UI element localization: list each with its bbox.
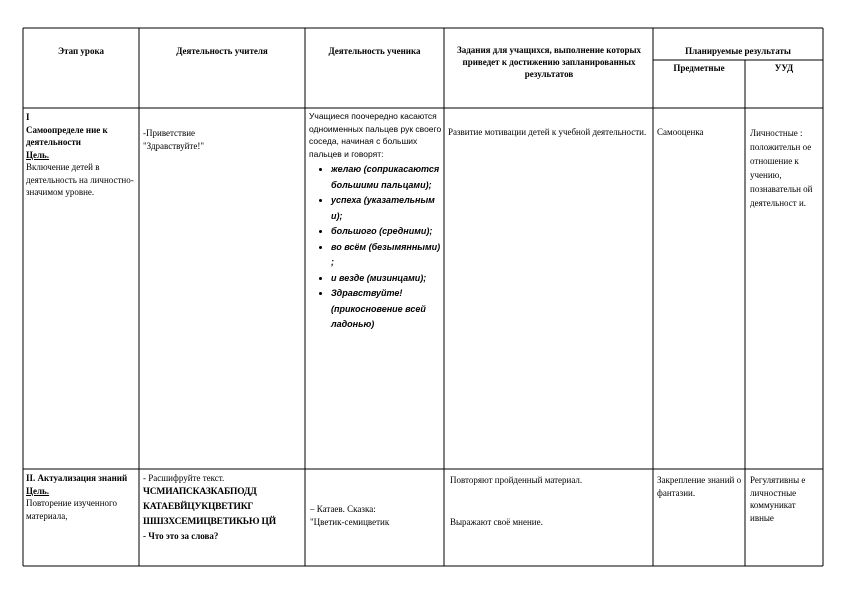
row1-uud: Личностные : положительн ое отношение к учению, познавательн ой деятельност и. (750, 128, 813, 208)
row1-subject-results: Самооценка (657, 127, 704, 137)
student-list-item: • во всём (безымянными) ; (331, 240, 442, 271)
row2-teacher-question: - Что это за слова? (143, 530, 219, 541)
header-subject-results: Предметные (673, 63, 725, 73)
row2-teacher-cell (143, 472, 303, 566)
header-student-activity: Деятельность ученика (328, 46, 421, 56)
row2-tasks-opinion: Выражают своё мнение. (450, 517, 543, 527)
header-tasks: Задания для учащихся, выполнение которых приведет к достижению запланированных результатов (456, 45, 642, 79)
row1-stage-title: Самоопределе ние к деятельности (26, 124, 108, 147)
row2-subject-results: Закрепление знаний о фантазии. (657, 475, 742, 498)
row2-goal-label: Цель. (26, 485, 50, 496)
row2-stage-cell (26, 472, 137, 522)
header-teacher-activity: Деятельность учителя (176, 46, 268, 56)
row1-student-intro: Учащиеся поочередно касаются одноименных пальцев рук своего соседа, начиная с больших пальцев и говорят: (309, 111, 442, 159)
row1-goal-text: Включение детей в деятельность на личностно-значимом уровне. (26, 162, 134, 197)
student-list-item: • большого (средними); (331, 224, 442, 240)
row2-goal-text: Повторение изученного материала, (26, 498, 118, 521)
row1-teacher-cell (143, 127, 303, 152)
row1-student-cell (309, 110, 442, 333)
header-planned-results: Планируемые результаты (685, 46, 791, 56)
row1-tasks-cell: Развитие мотивации детей к учебной деятельности. (448, 127, 647, 137)
row1-teacher-hello: "Здравствуйте!" (143, 140, 205, 151)
row1-teacher-greeting: -Приветствие (143, 128, 196, 138)
row2-student-author: – Катаев. Сказка: (310, 504, 376, 514)
row2-student-cell (310, 503, 442, 528)
student-list-item: • успеха (указательным и); (331, 193, 442, 224)
student-list-item: • Здравствуйте! (прикосновение всей ладонью) (331, 286, 442, 333)
row2-teacher-instruction: - Расшифруйте текст. (143, 473, 225, 483)
row1-goal-label: Цель. (26, 149, 50, 160)
header-stage: Этап урока (57, 46, 104, 56)
row2-tasks-repeat: Повторяют пройденный материал. (450, 475, 583, 485)
header-uud: УУД (774, 63, 794, 73)
row1-stage-number: I (26, 112, 30, 122)
row2-uud: Регулятивны е личностные коммуникат ивные (750, 475, 806, 523)
row2-student-tale: "Цветик-семицветик (310, 516, 390, 527)
student-list-item: • желаю (соприкасаются большими пальцами); (331, 162, 442, 193)
row1-student-list (309, 162, 442, 333)
row1-stage-cell (26, 111, 137, 199)
row2-stage-title: II. Актуализация знаний (26, 473, 128, 483)
row2-teacher-code: ЧСМИАПСКАЗКАБПОДД КАТАЕВЙЦУКЦВЕТИКГ ШШЗХСЕМИЦВЕТИКЬЮ ЦЙ (143, 486, 276, 527)
student-list-item: • и везде (мизинцами); (331, 271, 442, 287)
